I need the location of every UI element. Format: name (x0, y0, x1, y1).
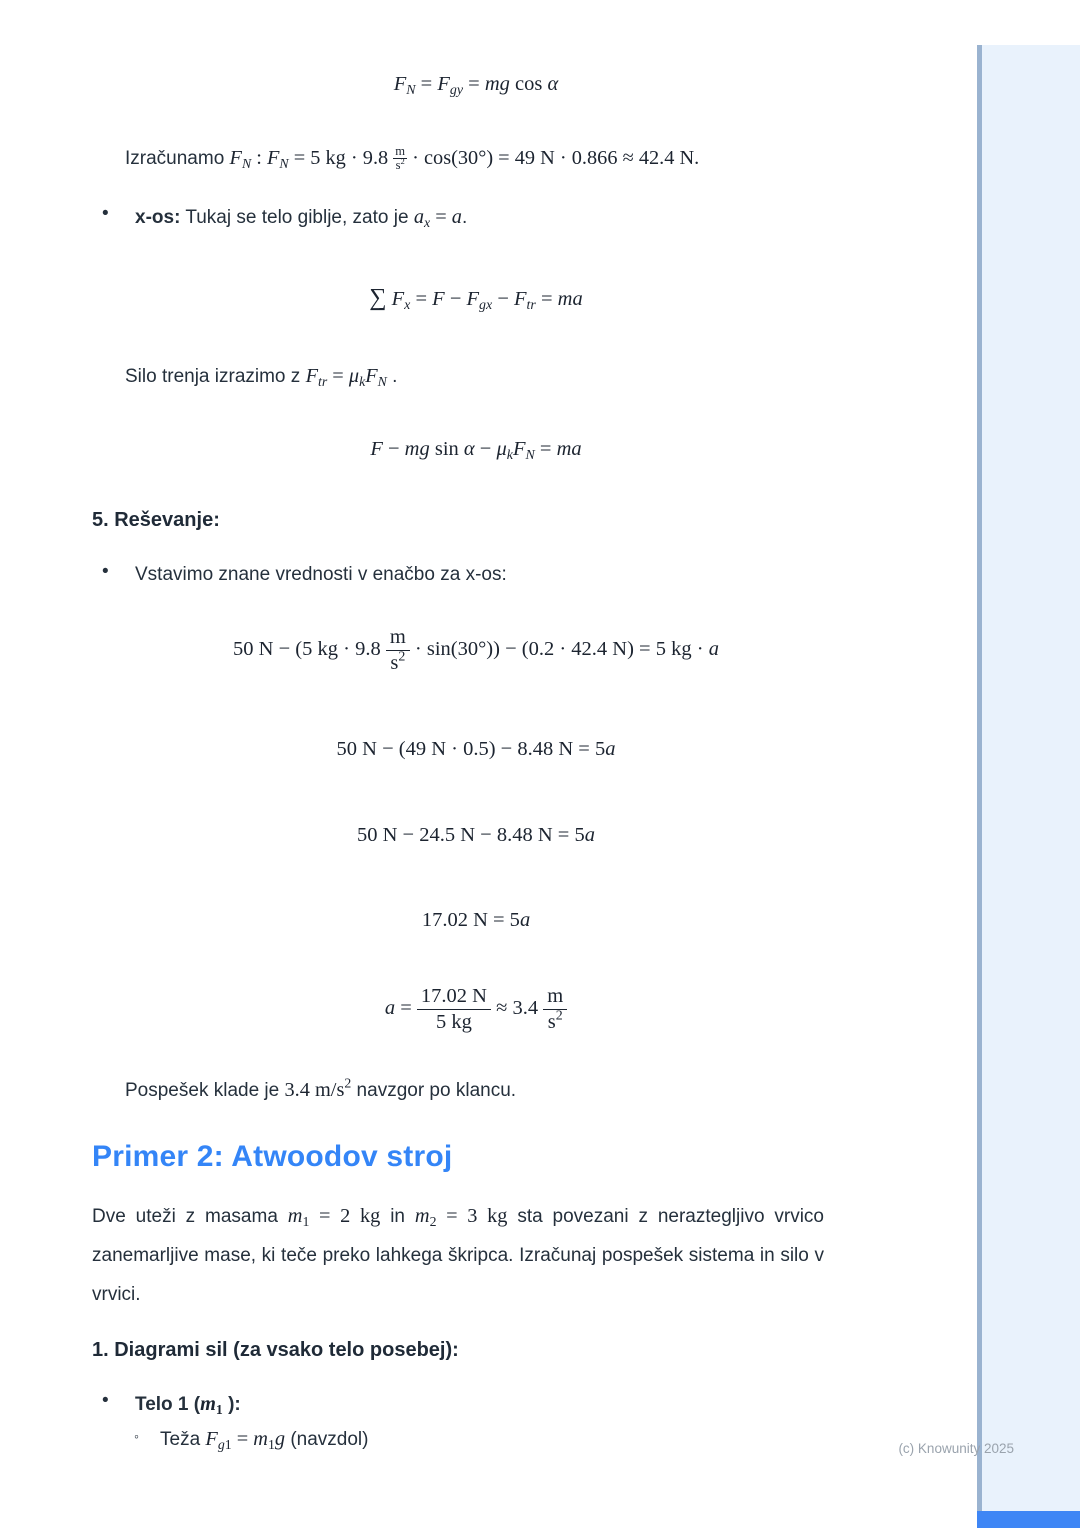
bullet-icon: • (102, 560, 109, 582)
next-page-preview (977, 45, 1080, 1528)
para-atwood-intro: Dve uteži z masama $m_1 = 2$ kg in $m_2 = 3$ kg sta povezani z neraztegljivo vrvico zanemarljive mase, ki teče preko lahkega škripca. Izračunaj pospešek sistema in silo v vrvici. (92, 1204, 824, 1305)
bullet-icon: • (102, 1389, 109, 1411)
heading-diagrami-sil: 1. Diagrami sil (za vsako telo posebej): (92, 1338, 459, 1361)
para-pospesek: Pospešek klade je 3.4 $m/s^2$ navzgor po klancu. (125, 1075, 517, 1102)
formula-newton-x-axis: F − mg $\sin \alpha - \mu_kF_N$ = ma (370, 438, 582, 464)
formula-substituted-values: 50 N − (5 kg · 9.8 $\frac{m}{s^2}$ · sin(30°)) − (0.2 · 42.4 N) = 5 kg · a (233, 626, 719, 675)
next-page-top-bar (977, 1511, 1080, 1528)
bullet-icon: • (102, 203, 109, 225)
document-body (92, 0, 860, 1455)
list-item-x-os-text: x-os: Tukaj se telo giblje, zato je $a_x = a$. (135, 206, 468, 231)
formula-acceleration-result: a = $\frac{17.02 N}{5 kg}$ ≈ 3.4 $\frac{m}{s^2}$ (92, 985, 860, 1034)
heading-primer-2: Primer 2: Atwoodov stroj (92, 1139, 453, 1173)
formula-normal-force: $F_N = F_{gy}$ = mg cos α (393, 73, 559, 99)
list-item-telo-1-text: Telo 1 ($m_1$ ): (135, 1392, 241, 1417)
list-item-vstavimo (92, 561, 860, 589)
formula-step-1: 50 N − (49 N · 0.5) − 8.48 N = 5a (336, 738, 616, 761)
formula-step-3: 17.02 N = 5a (421, 908, 531, 931)
heading-resevanje: 5. Reševanje: (92, 508, 220, 531)
formula-sum-forces-x: ∑ $F_x = F - F_{gx} - F_{tr}$ = ma (369, 283, 583, 313)
formula-step-2: 50 N − 24.5 N − 8.48 N = 5a (357, 823, 595, 846)
list-item-vstavimo-text: Vstavimo znane vrednosti v enačbo za x-os: (135, 563, 507, 585)
circle-bullet-icon: ◦ (134, 1428, 139, 1445)
para-silo-trenja: Silo trenja izrazimo z $F_{tr} = \mu_kF_N$ . (125, 364, 398, 389)
list-item-x-os (92, 203, 860, 232)
list-item-teza (92, 1425, 860, 1454)
para-izracunamo: Izračunamo $F_N$ : $F_N = 5$ kg · 9.8 $\frac{m}{s^2}$ · cos(30°) = 49 N · 0.866 ≈ 42.4 N. (125, 144, 700, 173)
copyright-footer: (c) Knowunity 2025 (898, 1441, 1014, 1456)
list-item-teza-text: Teža $F_{g1} = m_1g$ (navzdol) (160, 1428, 369, 1453)
list-item-telo-1 (92, 1390, 860, 1419)
